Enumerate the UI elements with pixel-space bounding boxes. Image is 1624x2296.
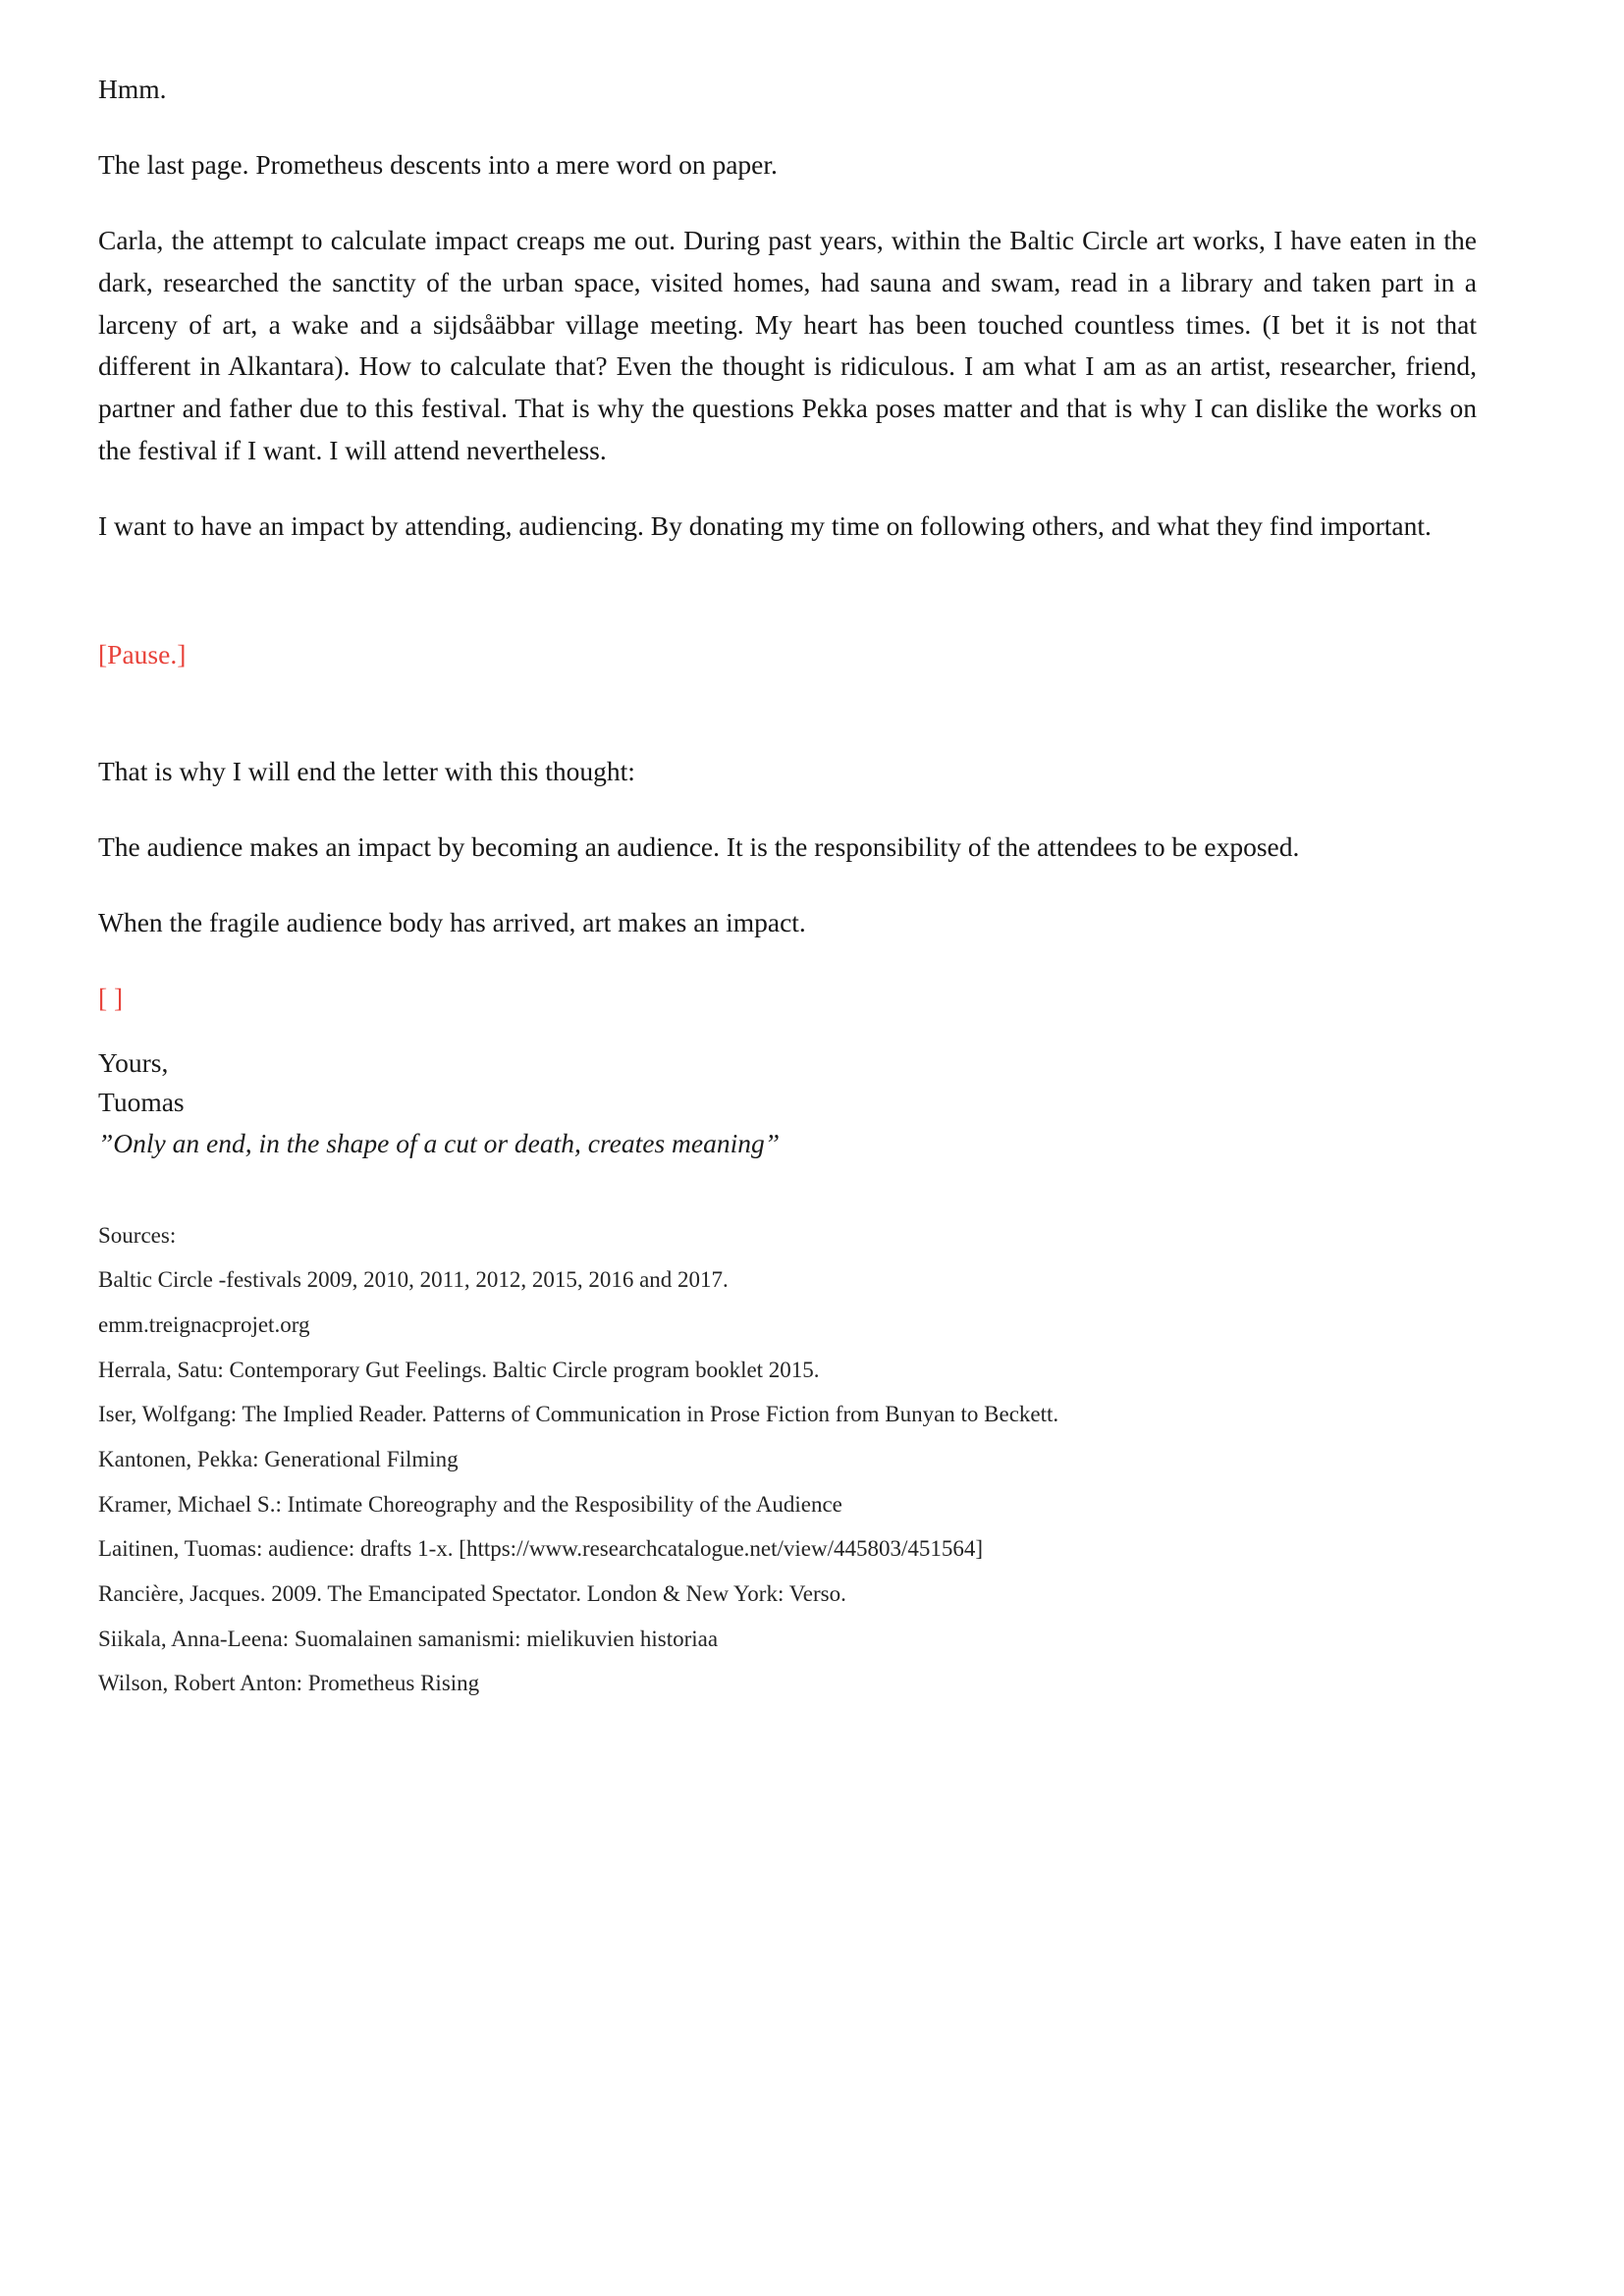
sources-section <box>98 1218 1477 1701</box>
signature-name: Tuomas <box>98 1087 185 1118</box>
source-item: Laitinen, Tuomas: audience: drafts 1-x. [https://www.researchcatalogue.net/view/445803/451564] <box>98 1536 984 1562</box>
source-item: Wilson, Robert Anton: Prometheus Rising <box>98 1671 480 1696</box>
paragraph-audience-impact: The audience makes an impact by becoming an audience. It is the responsibility of the attendees to be exposed. <box>98 831 1300 863</box>
source-item: Herrala, Satu: Contemporary Gut Feelings. Baltic Circle program booklet 2015. <box>98 1357 820 1382</box>
paragraph-fragile-body: When the fragile audience body has arrived, art makes an impact. <box>98 907 806 938</box>
pause-marker: [Pause.] <box>98 639 187 670</box>
paragraph-hmm: Hmm. <box>98 74 167 104</box>
spacer-before-pause <box>98 581 1477 634</box>
signature-closing: Yours, <box>98 1047 169 1079</box>
paragraph-end-letter: That is why I will end the letter with this thought: <box>98 756 635 787</box>
source-item: Siikala, Anna-Leena: Suomalainen samanismi: mielikuvien historiaa <box>98 1626 719 1651</box>
signature-block <box>98 1043 1477 1163</box>
empty-bracket-marker: [ ] <box>98 982 124 1013</box>
paragraph-carla: Carla, the attempt to calculate impact creaps me out. During past years, within the Baltic Circle art works, I have eaten in the dark, researched the sanctity of the urban space, visited homes, had sauna and swam, read in a library and taken part in a larceny of art, a wake and a sijdsåäbbar village meeting. My heart has been touched countless times. (I bet it is not that different in Alkantara). How to calculate that? Even the thought is ridiculous. I am what I am as an artist, researcher, friend, partner and father due to this festival. That is why the questions Pekka poses matter and that is why I can dislike the works on the festival if I want. I will attend nevertheless. <box>98 224 1477 466</box>
source-item: Rancière, Jacques. 2009. The Emancipated Spectator. London & New York: Verso. <box>98 1580 846 1606</box>
paragraph-impact-attending: I want to have an impact by attending, audiencing. By donating my time on following others, and what they find important. <box>98 510 1432 542</box>
source-item: Iser, Wolfgang: The Implied Reader. Patterns of Communication in Prose Fiction from Bunyan to Beckett. <box>98 1402 1059 1427</box>
source-item: emm.treignacprojet.org <box>98 1312 310 1338</box>
spacer-before-signature <box>98 1018 1477 1043</box>
paragraph-last-page: The last page. Prometheus descents into a mere word on paper. <box>98 148 778 180</box>
sources-heading: Sources: <box>98 1222 177 1248</box>
source-item: Kantonen, Pekka: Generational Filming <box>98 1447 459 1472</box>
signature-quote: ”Only an end, in the shape of a cut or death, creates meaning” <box>98 1127 781 1158</box>
spacer-after-pause <box>98 674 1477 751</box>
source-item: Kramer, Michael S.: Intimate Choreography and the Resposibility of the Audience <box>98 1491 842 1517</box>
source-item: Baltic Circle -festivals 2009, 2010, 2011, 2012, 2015, 2016 and 2017. <box>98 1267 729 1293</box>
